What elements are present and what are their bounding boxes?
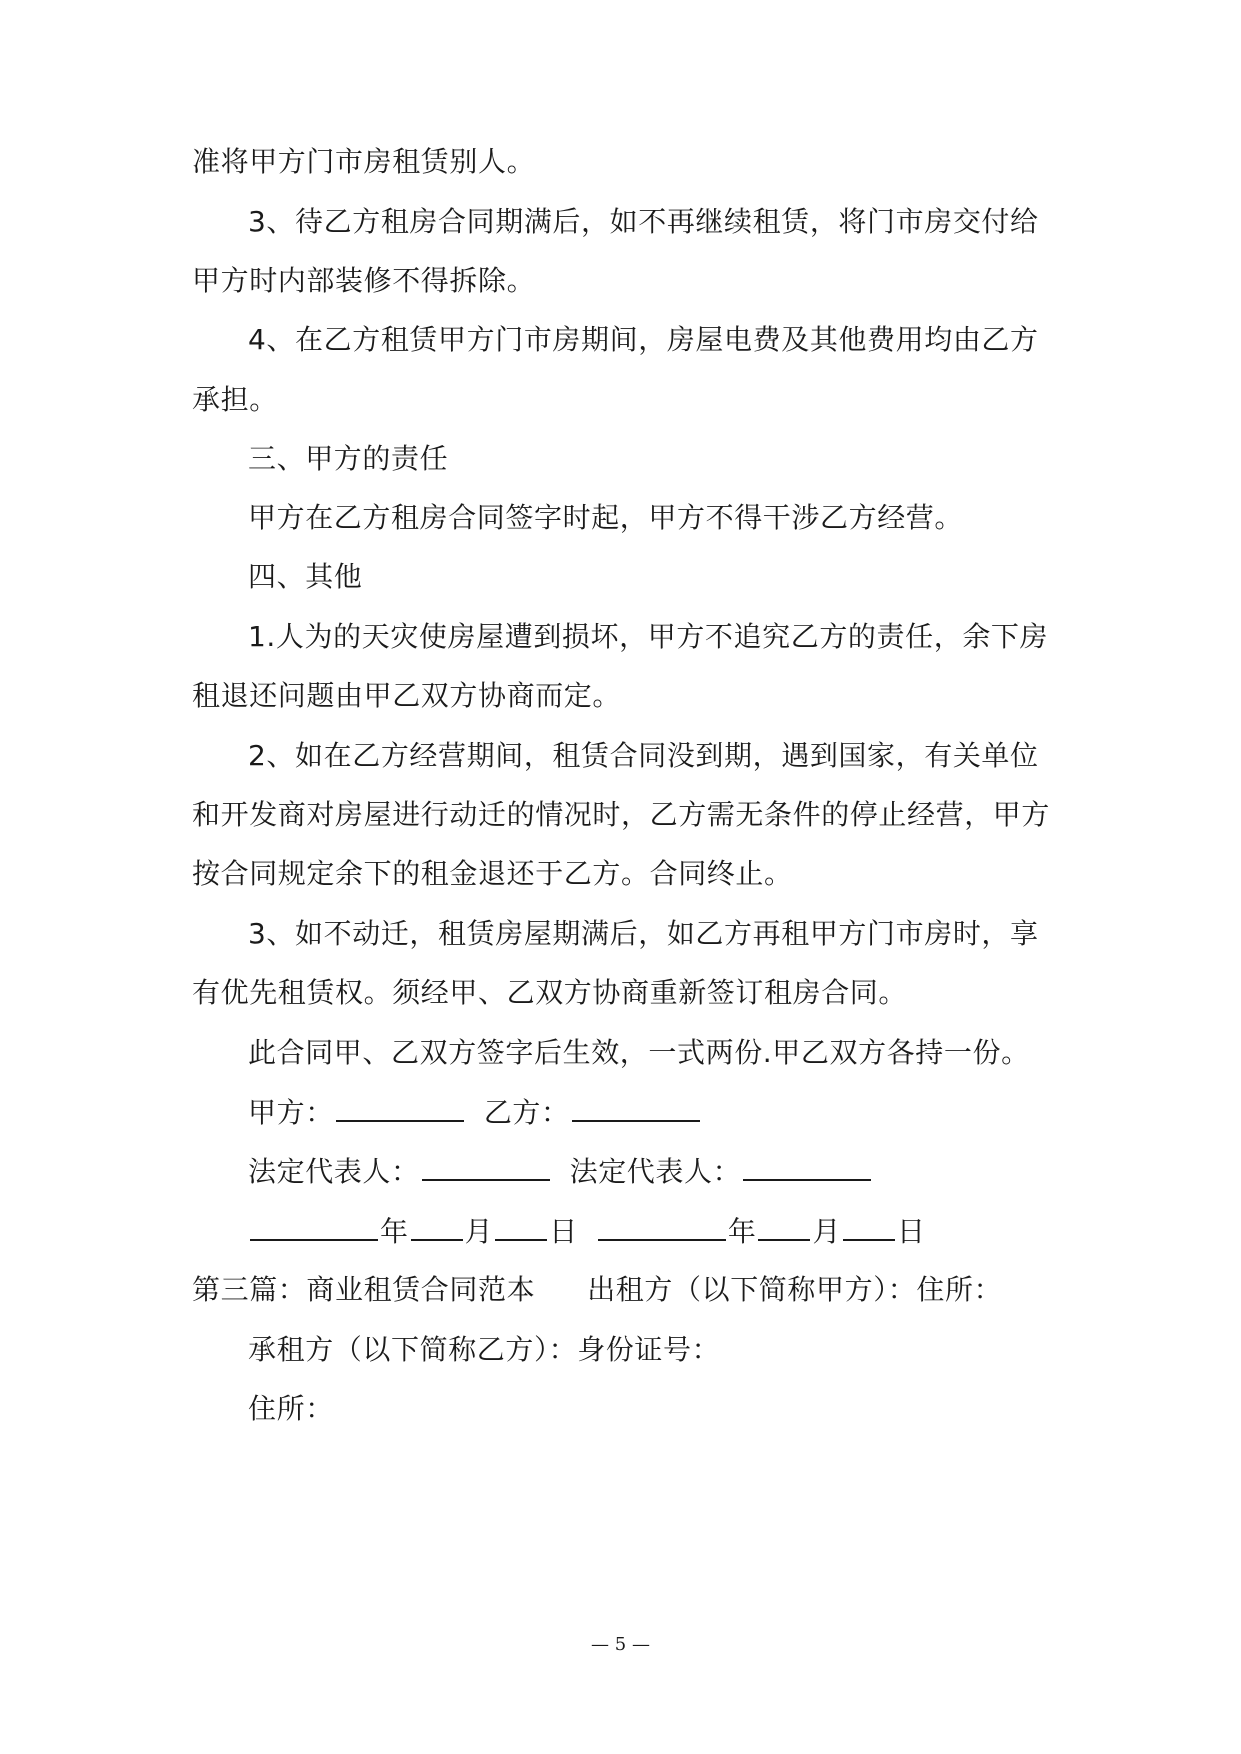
year-label: 年 [727,1215,757,1248]
month-label: 月 [464,1215,494,1248]
paragraph-line: 和开发商对房屋进行动迁的情况时，乙方需无条件的停止经营，甲方 [192,798,1051,831]
section-heading: 三、甲方的责任 [248,442,449,475]
day-b-blank[interactable] [843,1213,895,1241]
date-row [248,1213,1118,1250]
page-number: — 5 — [591,1634,650,1655]
month-label: 月 [812,1215,842,1248]
next-section-row [192,1272,1062,1308]
party-b-blank[interactable] [572,1094,700,1122]
party-signature-row [248,1094,1118,1131]
legal-rep-a-blank[interactable] [422,1153,550,1181]
paragraph-line: 4、在乙方租赁甲方门市房期间，房屋电费及其他费用均由乙方 [248,323,1039,356]
legal-rep-a-label: 法定代表人： [248,1155,420,1188]
paragraph-line: 3、如不动迁，租赁房屋期满后，如乙方再租甲方门市房时，享 [248,917,1039,950]
month-b-blank[interactable] [758,1213,810,1241]
paragraph-line: 有优先租赁权。须经甲、乙双方协商重新签订租房合同。 [192,976,908,1009]
paragraph-line: 3、待乙方租房合同期满后，如不再继续租赁，将门市房交付给 [248,205,1039,238]
day-label: 日 [897,1215,926,1248]
legal-rep-b-blank[interactable] [743,1153,871,1181]
paragraph-line: 甲方时内部装修不得拆除。 [192,264,536,297]
paragraph-line: 租退还问题由甲乙双方协商而定。 [192,679,622,712]
section-heading: 四、其他 [248,560,363,593]
day-label: 日 [549,1215,578,1248]
lessee-line: 承租方（以下简称乙方）：身份证号： [248,1333,721,1366]
party-b-label: 乙方： [483,1096,570,1129]
month-a-blank[interactable] [411,1213,463,1241]
paragraph-line: 甲方在乙方租房合同签字时起，甲方不得干涉乙方经营。 [248,501,964,534]
party-a-blank[interactable] [336,1094,464,1122]
address-line: 住所： [248,1392,334,1425]
paragraph-line: 2、如在乙方经营期间，租赁合同没到期，遇到国家，有关单位 [248,739,1039,772]
next-section-title: 第三篇：商业租赁合同范本 [192,1273,536,1306]
paragraph-line: 1.人为的天灾使房屋遭到损坏，甲方不追究乙方的责任，余下房 [248,620,1049,653]
paragraph-line: 按合同规定余下的租金退还于乙方。合同终止。 [192,857,793,890]
party-a-label: 甲方： [248,1096,334,1129]
legal-rep-row [248,1153,1118,1190]
lessor-line: 出租方（以下简称甲方）：住所： [587,1273,1003,1306]
year-label: 年 [380,1215,409,1248]
year-a-blank[interactable] [250,1213,378,1241]
day-a-blank[interactable] [495,1213,547,1241]
year-b-blank[interactable] [598,1213,726,1241]
paragraph-line: 此合同甲、乙双方签字后生效，一式两份.甲乙双方各持一份。 [248,1036,1030,1069]
paragraph-line: 承担。 [192,383,278,416]
paragraph-line: 准将甲方门市房租赁别人。 [192,145,536,178]
legal-rep-b-label: 法定代表人： [569,1155,742,1188]
